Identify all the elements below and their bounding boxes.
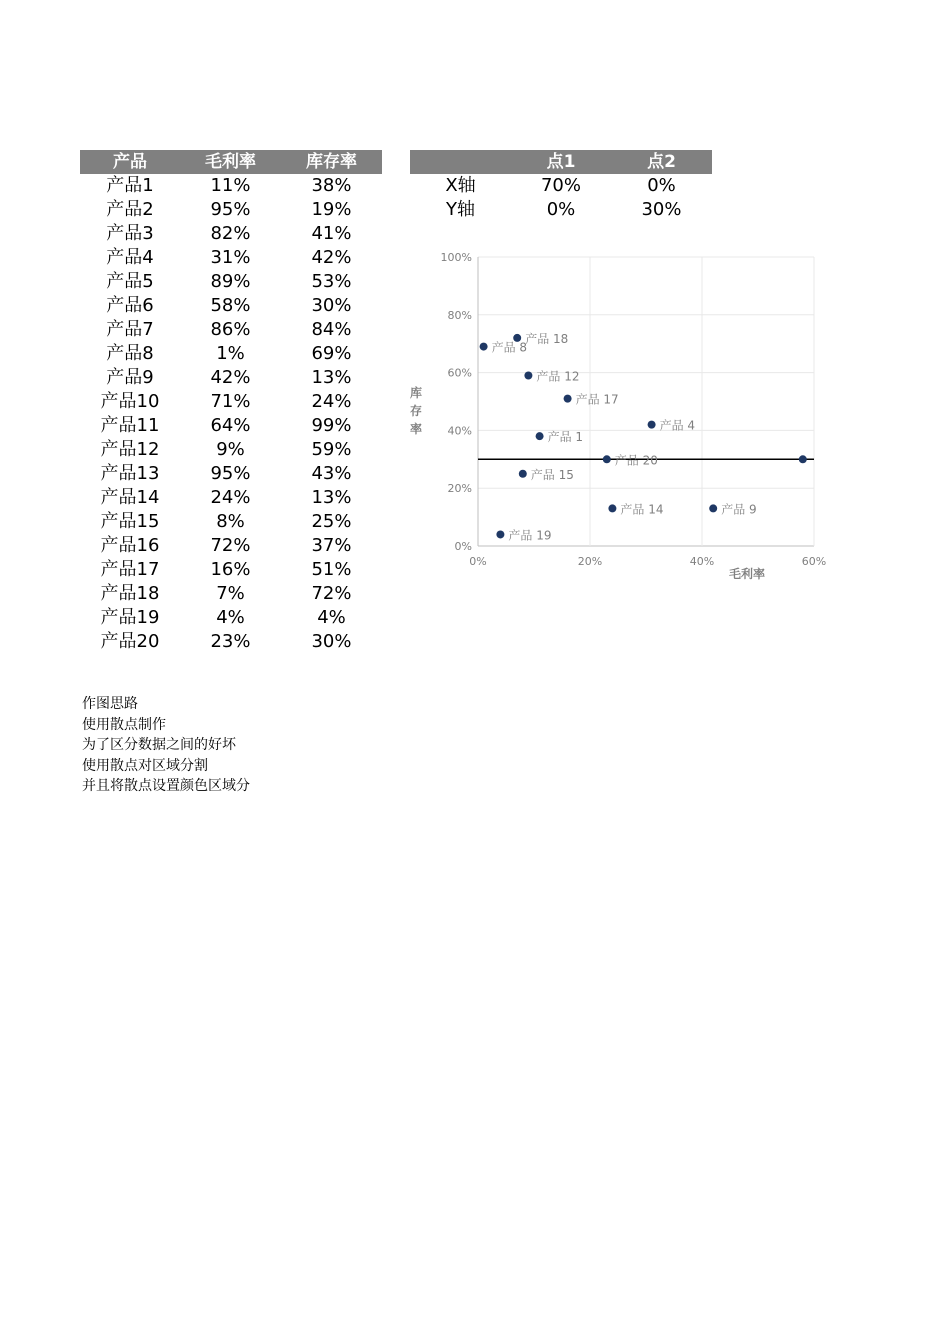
table-row — [80, 462, 382, 486]
data-point-label: 产品 19 — [508, 528, 552, 543]
y-axis-title: 库存率 — [409, 386, 423, 436]
product-name-cell: 产品16 — [100, 535, 160, 556]
product-name-cell: 产品2 — [106, 199, 154, 220]
x-tick-labels — [469, 555, 826, 568]
data-point-label: 产品 8 — [491, 340, 528, 355]
data-point — [648, 421, 656, 429]
y-tick-label: 20% — [447, 482, 472, 496]
product-name-cell: 产品5 — [106, 271, 154, 292]
product-name-cell: 产品12 — [100, 439, 160, 460]
gross-margin-cell: 7% — [216, 583, 245, 604]
y-tick-label: 100% — [440, 251, 472, 264]
table-row — [80, 198, 382, 222]
inventory-rate-cell: 38% — [311, 175, 352, 196]
inventory-rate-cell: 84% — [311, 319, 352, 340]
product-name-cell: 产品18 — [100, 583, 160, 604]
data-point — [519, 470, 527, 478]
axis-row-value: 30% — [641, 199, 682, 220]
gross-margin-cell: 82% — [210, 223, 251, 244]
gross-margin-cell: 95% — [210, 463, 251, 484]
data-point-label: 产品 4 — [659, 418, 696, 433]
inventory-rate-cell: 4% — [317, 607, 346, 628]
inventory-rate-cell: 72% — [311, 583, 352, 604]
data-point-label: 产品 14 — [620, 502, 664, 517]
inventory-rate-cell: 19% — [311, 199, 352, 220]
header-inventory-rate: 库存率 — [306, 152, 357, 172]
inventory-rate-cell: 99% — [311, 415, 352, 436]
data-point-label: 产品 20 — [614, 453, 658, 468]
table-row — [80, 366, 382, 390]
note-line: 使用散点对区域分割 — [82, 757, 208, 774]
table-row — [80, 510, 382, 534]
inventory-rate-cell: 53% — [311, 271, 352, 292]
table-row — [80, 486, 382, 510]
data-point — [603, 455, 611, 463]
header-point1: 点1 — [546, 152, 576, 172]
note-line: 为了区分数据之间的好坏 — [82, 737, 236, 753]
table-row — [80, 534, 382, 558]
gross-margin-cell: 42% — [210, 367, 251, 388]
y-tick-label: 40% — [447, 424, 472, 438]
axis-row-x — [410, 174, 712, 198]
product-name-cell: 产品15 — [100, 511, 160, 532]
product-table-header — [80, 150, 382, 174]
gross-margin-cell: 8% — [216, 511, 245, 532]
y-tick-labels — [441, 251, 472, 553]
gross-margin-cell: 4% — [216, 607, 245, 628]
table-row — [80, 606, 382, 630]
inventory-rate-cell: 69% — [311, 343, 352, 364]
product-name-cell: 产品14 — [100, 487, 160, 508]
inventory-rate-cell: 24% — [311, 391, 352, 412]
product-name-cell: 产品7 — [106, 319, 154, 340]
data-point-label: 产品 15 — [530, 467, 574, 482]
inventory-rate-cell: 41% — [311, 223, 352, 244]
gross-margin-cell: 95% — [210, 199, 251, 220]
table-row — [80, 438, 382, 462]
data-point — [496, 530, 504, 538]
gross-margin-cell: 71% — [210, 391, 251, 412]
table-row — [80, 630, 382, 654]
data-point — [709, 504, 717, 512]
axis-row-y — [410, 198, 712, 222]
product-name-cell: 产品17 — [100, 559, 160, 580]
x-axis-title: 毛利率 — [728, 567, 766, 581]
table-row — [80, 582, 382, 606]
note-line: 并且将散点设置颜色区域分 — [82, 778, 250, 794]
axis-row-value: 70% — [540, 175, 581, 196]
product-name-cell: 产品4 — [106, 247, 154, 268]
data-point — [480, 343, 488, 351]
axis-row-value: 0% — [647, 175, 676, 196]
table-row — [80, 414, 382, 438]
product-name-cell: 产品3 — [106, 223, 154, 244]
inventory-rate-cell: 13% — [311, 367, 352, 388]
table-row — [80, 246, 382, 270]
table-row — [80, 390, 382, 414]
gross-margin-cell: 31% — [210, 247, 251, 268]
product-name-cell: 产品10 — [100, 391, 160, 412]
product-name-cell: 产品11 — [100, 415, 160, 436]
data-labels — [492, 331, 757, 543]
gross-margin-cell: 16% — [210, 559, 251, 580]
table-row — [80, 270, 382, 294]
inventory-rate-cell: 25% — [311, 511, 352, 532]
y-tick-label: 0% — [454, 540, 472, 553]
gross-margin-cell: 89% — [210, 271, 251, 292]
inventory-rate-cell: 30% — [311, 631, 352, 652]
product-name-cell: 产品13 — [100, 463, 160, 484]
table-row — [80, 174, 382, 198]
gross-margin-cell: 72% — [210, 535, 251, 556]
header-gross-margin: 毛利率 — [205, 152, 256, 172]
table-row — [80, 342, 382, 366]
table-row — [80, 558, 382, 582]
gross-margin-cell: 23% — [210, 631, 251, 652]
data-point — [564, 395, 572, 403]
data-point — [536, 432, 544, 440]
product-name-cell: 产品8 — [106, 343, 154, 364]
gross-margin-cell: 64% — [210, 415, 251, 436]
data-point-label: 产品 1 — [547, 430, 584, 445]
x-tick-label: 40% — [689, 555, 715, 568]
data-point — [524, 371, 532, 379]
data-point — [799, 455, 807, 463]
data-point-label: 产品 17 — [575, 392, 619, 407]
inventory-rate-cell: 13% — [311, 487, 352, 508]
axis-row-label: Y轴 — [446, 199, 475, 220]
inventory-rate-cell: 59% — [311, 439, 352, 460]
data-point — [608, 504, 616, 512]
inventory-rate-cell: 42% — [311, 247, 352, 268]
x-tick-label: 0% — [469, 555, 487, 568]
inventory-rate-cell: 37% — [311, 535, 352, 556]
data-point-label: 产品 12 — [536, 369, 580, 384]
note-line: 使用散点制作 — [82, 716, 166, 733]
product-name-cell: 产品1 — [106, 175, 154, 196]
gross-margin-cell: 24% — [210, 487, 251, 508]
scatter-chart — [400, 240, 827, 590]
table-row — [80, 222, 382, 246]
product-name-cell: 产品19 — [100, 607, 160, 628]
y-tick-label: 60% — [447, 366, 472, 380]
x-tick-label: 20% — [577, 555, 603, 568]
x-tick-label: 60% — [801, 555, 827, 568]
data-point-label: 产品 18 — [525, 331, 569, 346]
axis-row-value: 0% — [546, 199, 576, 220]
note-line: 作图思路 — [82, 696, 138, 712]
product-name-cell: 产品9 — [106, 367, 154, 388]
gross-margin-cell: 9% — [216, 439, 245, 460]
table-row — [80, 294, 382, 318]
axis-table-header — [410, 150, 712, 174]
gross-margin-cell: 1% — [216, 343, 245, 364]
table-row — [80, 318, 382, 342]
product-name-cell: 产品20 — [100, 631, 160, 652]
header-product: 产品 — [113, 152, 147, 172]
y-tick-label: 80% — [447, 308, 472, 322]
data-point-label: 产品 9 — [721, 502, 757, 517]
notes — [82, 694, 250, 797]
inventory-rate-cell: 43% — [311, 463, 352, 484]
product-name-cell: 产品6 — [106, 295, 154, 316]
gross-margin-cell: 58% — [210, 295, 251, 316]
gross-margin-cell: 86% — [210, 319, 251, 340]
header-point2: 点2 — [647, 152, 676, 172]
gross-margin-cell: 11% — [210, 175, 251, 196]
inventory-rate-cell: 51% — [311, 559, 352, 580]
axis-row-label: X轴 — [445, 175, 476, 196]
inventory-rate-cell: 30% — [311, 295, 352, 316]
